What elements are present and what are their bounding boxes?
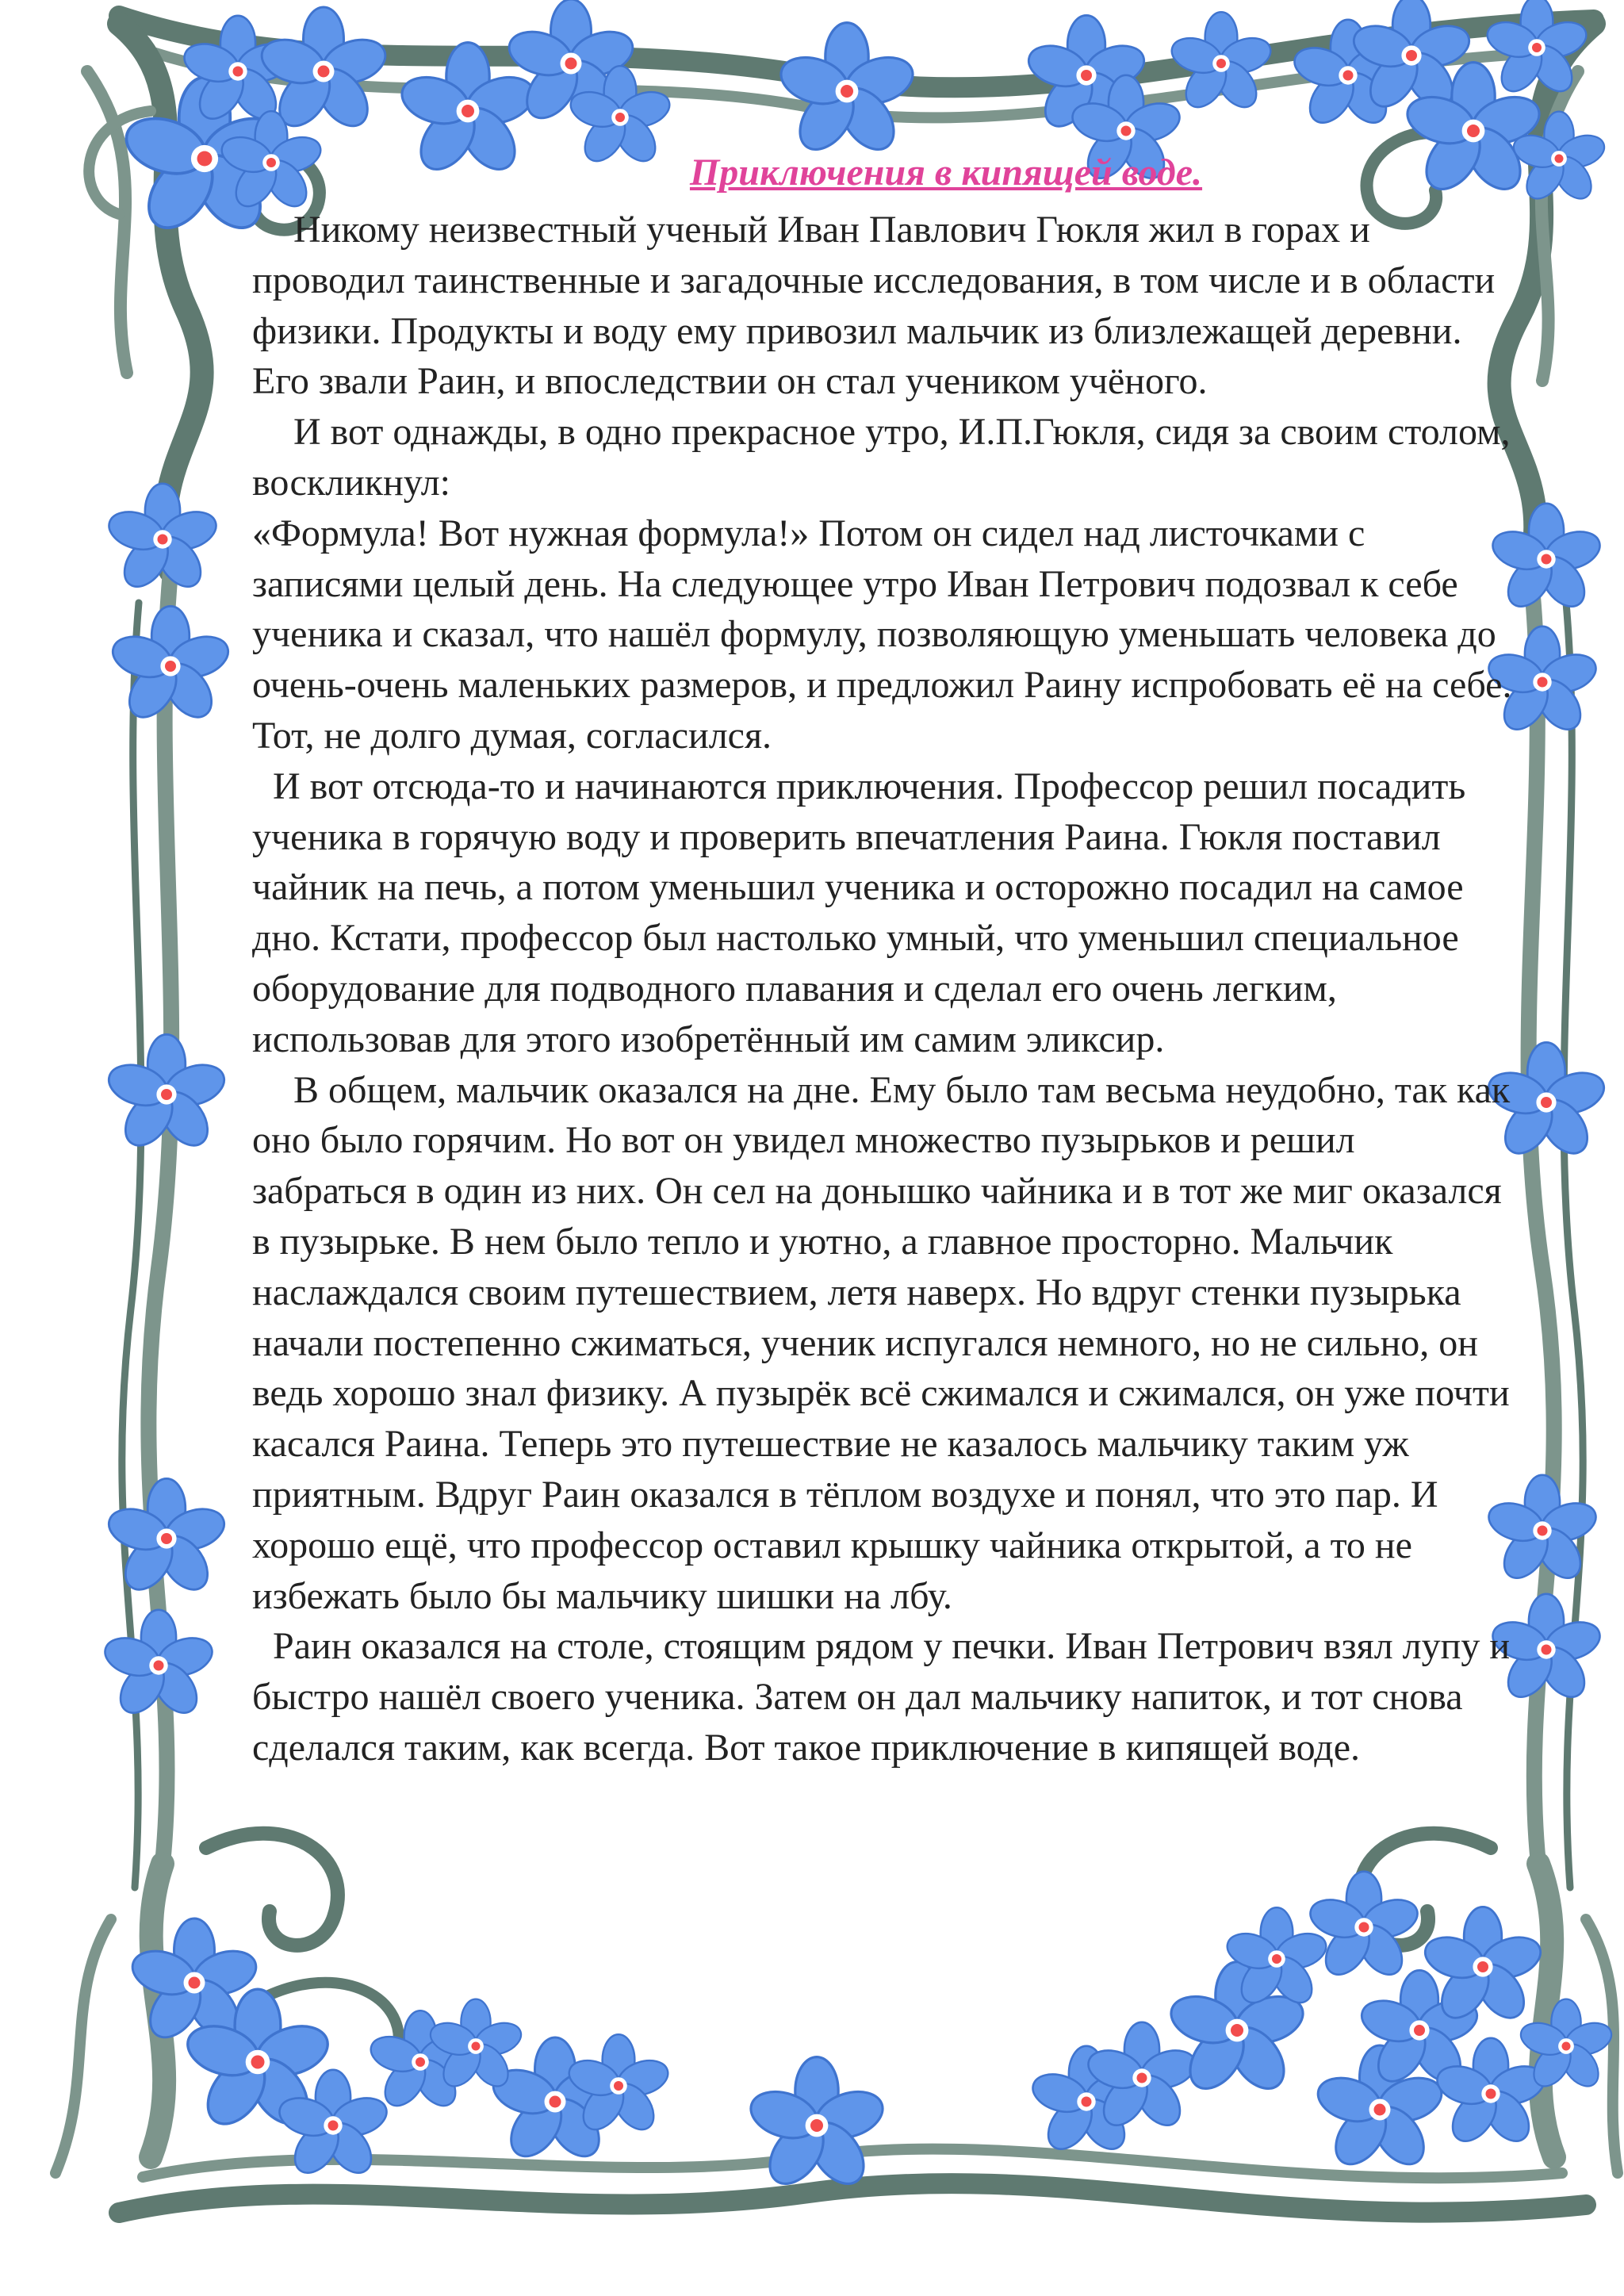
paragraph-5: В общем, мальчик оказался на дне. Ему было там весьма неудобно, так как оно было горячим. Но вот он увидел множество пузырьков и решил забраться в один из них. Он сел на донышко чайника и в тот же миг оказался в пузырьке. В нем было тепло и уютно, а главное просторно. Мальчик наслаждался своим путешествием, летя наверх. Но вдруг стенки пузырька начали постепенно сжиматься, ученик испугался немного, но не сильно, он ведь хорошо знал физику. А пузырёк всё сжимался и сжимался, он уже почти касался Раина. Теперь это путешествие не казалось мальчику таким уж приятным. Вдруг Раин оказался в тёплом воздухе и понял, что это пар. И хорошо ещё, что профессор оставил крышку чайника открытой, а то не избежать было бы мальчику шишки на лбу. <box>252 1068 1511 1617</box>
paragraph-4: И вот отсюда-то и начинаются приключения. Профессор решил посадить ученика в горячую воду и проверить впечатления Раина. Гюкля поставил чайник на печь, а потом уменьшил ученика и осторожно посадил на самое дно. Кстати, профессор был настолько умный, что уменьшил специальное оборудование для подводного плавания и сделал его очень легким, использовав для этого изобретённый им самим эликсир. <box>252 765 1466 1060</box>
flower-33 <box>745 2057 888 2194</box>
paragraph-3: «Формула! Вот нужная формула!» Потом он сидел над листочками с записями целый день. На следующее утро Иван Петрович подозвал к себе ученика и сказал, что нашёл формулу, позволяющую уменьшать человека до очень-очень маленьких размеров, и предложил Раину испробовать её на себе. Тот, не долго думая, согласился. <box>252 512 1512 757</box>
paragraph-6: Раин оказался на столе, стоящим рядом у печки. Иван Петрович взял лупу и быстро нашёл своего ученика. Затем он дал мальчику напиток, и тот снова сделался таким, как всегда. Вот такое приключение в кипящей воде. <box>252 1625 1510 1769</box>
paragraph-2: И вот однажды, в одно прекрасное утро, И.П.Гюкля, сидя за своим столом, воскликнул: <box>252 411 1511 504</box>
story-text <box>252 149 1513 1773</box>
story-title: Приключения в кипящей воде. <box>689 151 1203 194</box>
flower-43 <box>1305 1872 1422 1983</box>
flower-8 <box>775 23 918 159</box>
paragraph-1: Никому неизвестный ученый Иван Павлович Гюкля жил в горах и проводил таинственные и загадочные исследования, в том числе и в области физики. Продукты и воду ему привозил мальчик из близлежащей деревни. Его звали Раин, и впоследствии он стал учеником учёного. <box>252 209 1496 403</box>
